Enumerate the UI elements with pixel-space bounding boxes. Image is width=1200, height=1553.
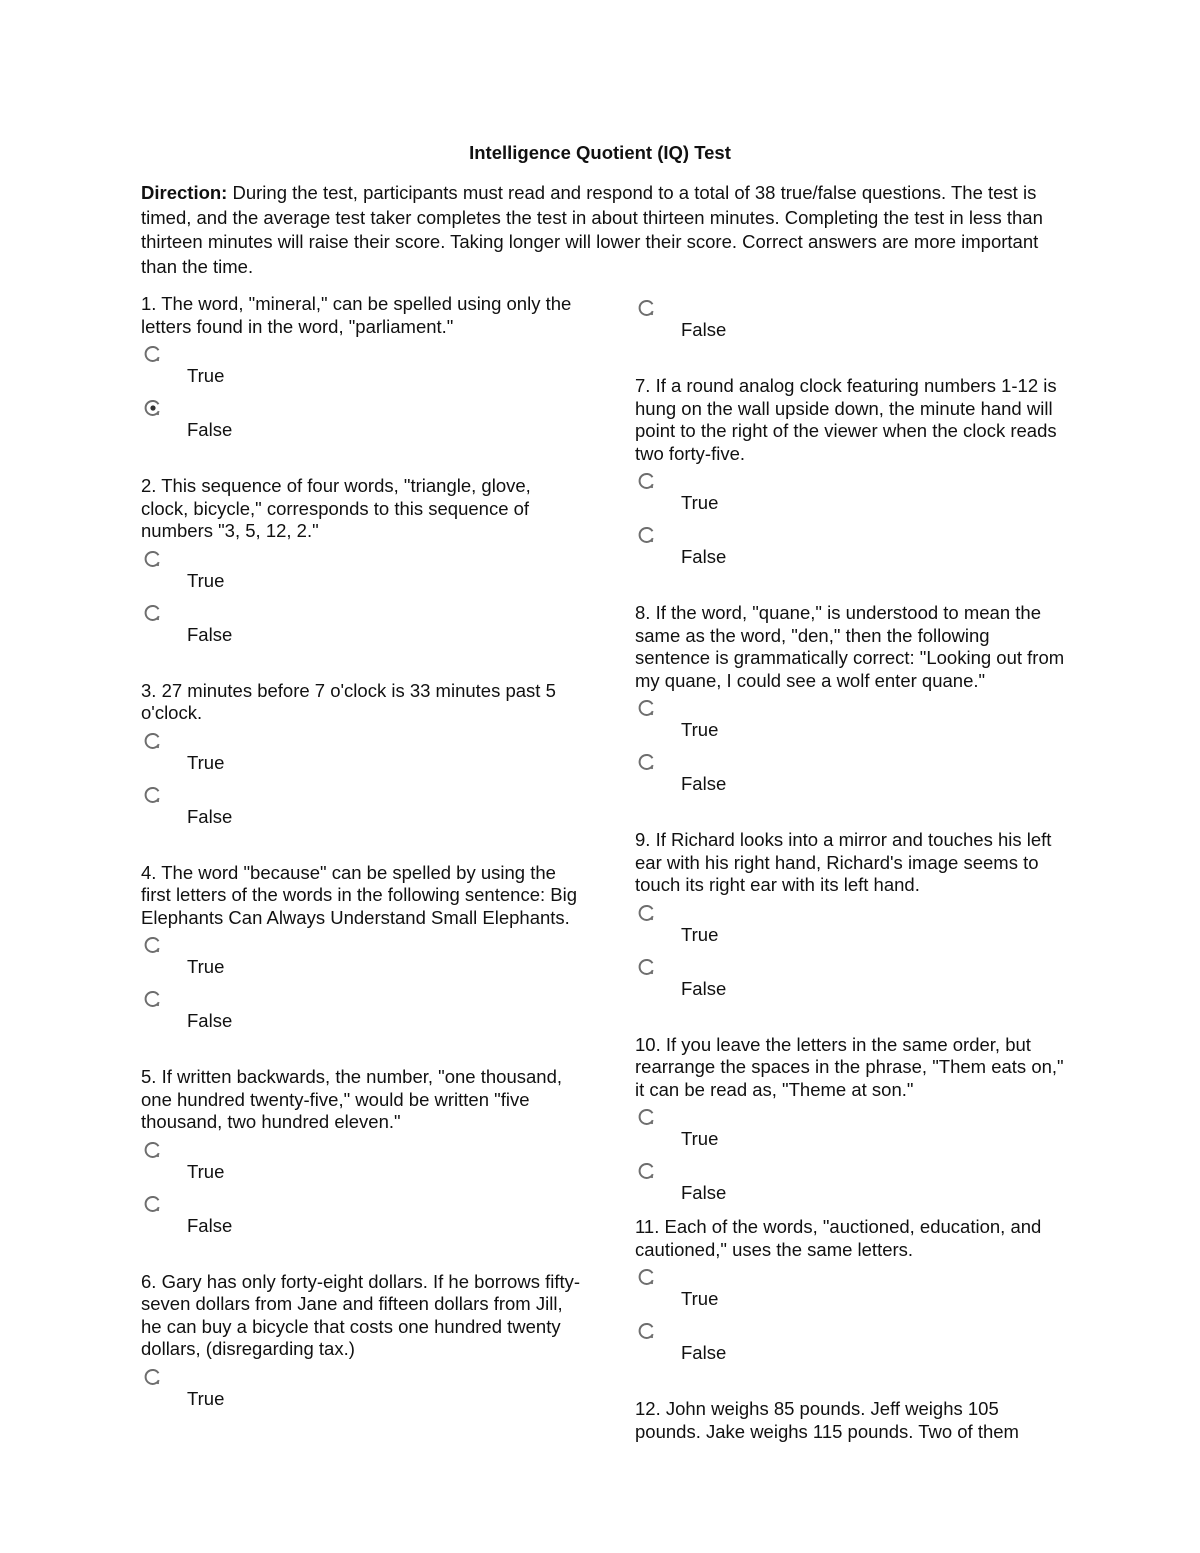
option-label: False <box>187 623 233 645</box>
right-column <box>635 293 1065 1450</box>
question-text: 10. If you leave the letters in the same order, but rearrange the spaces in the phrase, "Them eats on," it can be read as, "Theme at son." <box>635 1033 1064 1100</box>
option-label: True <box>681 923 719 945</box>
option-label: True <box>681 1288 719 1309</box>
option-label: True <box>681 719 719 740</box>
option-label: True <box>681 1128 719 1149</box>
option-false[interactable] <box>141 786 581 840</box>
radio-button-icon[interactable] <box>144 550 162 568</box>
radio-button-icon[interactable] <box>144 786 162 804</box>
question-3 <box>141 680 581 840</box>
option-false[interactable] <box>141 1195 581 1249</box>
radio-button-icon[interactable] <box>144 936 162 954</box>
radio-button-icon[interactable] <box>144 604 162 622</box>
option-true[interactable] <box>141 1141 581 1195</box>
option-true[interactable] <box>635 472 1065 526</box>
option-false[interactable] <box>635 299 1065 353</box>
question-8 <box>635 602 1065 807</box>
question-9 <box>635 829 1065 1012</box>
option-label: False <box>681 977 727 999</box>
radio-button-icon[interactable] <box>638 958 656 976</box>
radio-button-icon[interactable] <box>144 1368 162 1386</box>
option-label: True <box>187 569 225 591</box>
option-false[interactable] <box>635 1322 1065 1376</box>
radio-button-icon[interactable] <box>638 904 656 922</box>
question-text: 12. John weighs 85 pounds. Jeff weighs 105 pounds. Jake weighs 115 pounds. Two of them <box>635 1398 1019 1442</box>
question-text: 9. If Richard looks into a mirror and touches his left ear with his right hand, Richard's image seems to touch its right ear with its left hand. <box>635 829 1052 895</box>
option-false[interactable] <box>635 1162 1065 1216</box>
option-label: False <box>187 419 233 440</box>
question-text: 5. If written backwards, the number, "one thousand, one hundred twenty-five," would be written "five thousand, two hundred eleven." <box>141 1066 563 1132</box>
option-false[interactable] <box>141 990 581 1044</box>
option-label: False <box>187 1214 233 1236</box>
option-false[interactable] <box>635 753 1065 807</box>
question-text: 7. If a round analog clock featuring numbers 1-12 is hung on the wall upside down, the minute hand will point to the right of the viewer when the clock reads two forty-five. <box>635 375 1057 464</box>
option-label: True <box>187 1387 225 1409</box>
option-label: False <box>681 773 727 794</box>
radio-button-icon[interactable] <box>638 699 656 717</box>
option-true[interactable] <box>141 936 581 990</box>
option-label: True <box>187 1160 225 1182</box>
question-text: 6. Gary has only forty-eight dollars. If he borrows fifty-seven dollars from Jane and fifteen dollars from Jill, he can buy a bicycle that costs one hundred twenty dollars, (disregarding tax.) <box>141 1270 581 1359</box>
radio-button-icon[interactable] <box>144 1195 162 1213</box>
option-label: False <box>681 1182 727 1203</box>
question-2 <box>141 475 581 658</box>
question-5 <box>141 1066 581 1249</box>
option-false[interactable] <box>141 399 581 453</box>
radio-button-icon[interactable] <box>144 399 162 417</box>
option-true[interactable] <box>141 1368 581 1422</box>
question-6 <box>141 1271 581 1422</box>
option-false[interactable] <box>141 604 581 658</box>
direction-text: During the test, participants must read and respond to a total of 38 true/false questions. The test is timed, and the average test taker completes the test in about thirteen minutes. Completing the test in less than thirteen minutes will raise their score. Taking longer will lower their score. Correct answers are more important than the time. <box>141 182 1043 277</box>
question-text: 4. The word "because" can be spelled by using the first letters of the words in the following sentence: Big Elephants Can Always Understand Small Elephants. <box>141 861 577 928</box>
question-6-continued <box>635 299 1065 353</box>
question-1 <box>141 293 581 453</box>
option-label: False <box>681 319 727 340</box>
option-true[interactable] <box>635 1268 1065 1322</box>
option-true[interactable] <box>635 1108 1065 1162</box>
option-label: True <box>187 751 225 773</box>
option-true[interactable] <box>141 550 581 604</box>
option-label: False <box>681 1342 727 1363</box>
page-title: Intelligence Quotient (IQ) Test <box>469 142 731 163</box>
radio-button-icon[interactable] <box>638 1268 656 1286</box>
option-label: True <box>187 956 225 977</box>
radio-button-icon[interactable] <box>144 732 162 750</box>
question-10 <box>635 1034 1065 1217</box>
radio-button-icon[interactable] <box>144 345 162 363</box>
question-4 <box>141 862 581 1045</box>
radio-button-icon[interactable] <box>638 753 656 771</box>
option-false[interactable] <box>635 958 1065 1012</box>
direction-label: Direction: <box>141 182 228 203</box>
radio-button-icon[interactable] <box>638 299 656 317</box>
option-true[interactable] <box>141 345 581 399</box>
radio-button-icon[interactable] <box>144 990 162 1008</box>
radio-button-icon[interactable] <box>638 1162 656 1180</box>
option-label: False <box>187 805 233 827</box>
radio-button-icon[interactable] <box>638 1322 656 1340</box>
question-text: 1. The word, "mineral," can be spelled using only the letters found in the word, "parliament." <box>141 293 572 337</box>
question-text: 11. Each of the words, "auctioned, education, and cautioned," uses the same letters. <box>635 1216 1042 1260</box>
question-12 <box>635 1398 1065 1443</box>
radio-button-icon[interactable] <box>638 526 656 544</box>
left-column <box>141 293 581 1422</box>
direction-paragraph <box>141 181 1061 279</box>
option-true[interactable] <box>635 904 1065 958</box>
option-label: False <box>187 1010 233 1031</box>
question-text: 8. If the word, "quane," is understood to mean the same as the word, "den," then the following sentence is grammatically correct: "Looking out from my quane, I could see a wolf enter quane." <box>635 602 1065 691</box>
question-7 <box>635 375 1065 580</box>
option-label: True <box>681 492 719 513</box>
option-true[interactable] <box>141 732 581 786</box>
radio-button-icon[interactable] <box>638 1108 656 1126</box>
question-11 <box>635 1216 1065 1376</box>
option-true[interactable] <box>635 699 1065 753</box>
radio-button-icon[interactable] <box>144 1141 162 1159</box>
radio-button-icon[interactable] <box>638 472 656 490</box>
option-label: True <box>187 365 225 386</box>
question-text: 2. This sequence of four words, "triangle, glove, clock, bicycle," corresponds to this sequence of numbers "3, 5, 12, 2." <box>141 475 531 541</box>
option-false[interactable] <box>635 526 1065 580</box>
option-label: False <box>681 546 727 567</box>
question-text: 3. 27 minutes before 7 o'clock is 33 minutes past 5 o'clock. <box>141 679 556 723</box>
